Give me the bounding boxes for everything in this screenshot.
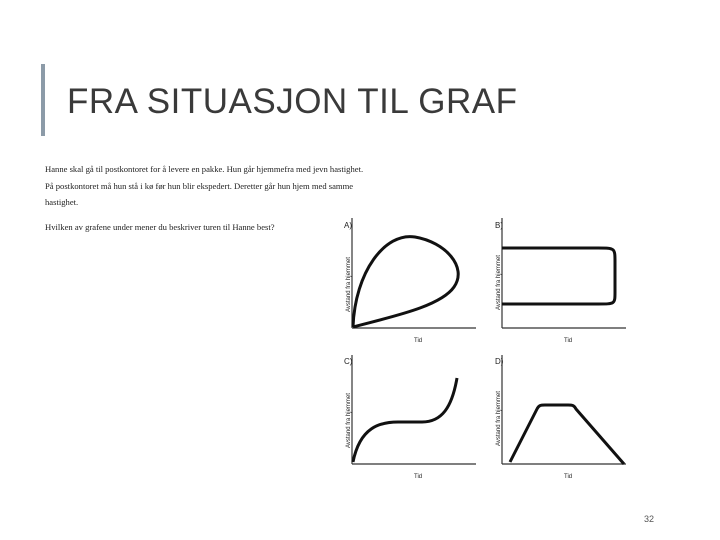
graph-a-y-label: Avstand fra hjemmet bbox=[346, 257, 352, 312]
graph-d bbox=[495, 355, 626, 480]
graph-d-x-label: Tid bbox=[564, 474, 573, 480]
graph-d-y-label: Avstand fra hjemmet bbox=[496, 391, 502, 446]
graph-c-y-label: Avstand fra hjemmet bbox=[346, 393, 352, 448]
graph-c bbox=[344, 355, 476, 480]
graph-c-x-label: Tid bbox=[414, 474, 423, 480]
graph-b bbox=[495, 218, 626, 344]
graph-a-letter: A) bbox=[344, 221, 352, 230]
graph-a-curve bbox=[353, 237, 458, 327]
graph-a bbox=[344, 218, 476, 344]
graph-b-letter: B) bbox=[495, 221, 503, 230]
graph-b-x-label: Tid bbox=[564, 338, 573, 344]
page-number: 32 bbox=[644, 514, 655, 524]
graph-b-y-label: Avstand fra hjemmet bbox=[496, 255, 502, 310]
graph-b-curve bbox=[502, 248, 615, 304]
title-accent-bar bbox=[41, 64, 45, 136]
problem-text-line-1: Hanne skal gå til postkontoret for å levere en pakke. Hun går hjemmefra med jevn hastighet. bbox=[45, 164, 364, 174]
graph-c-curve bbox=[353, 378, 457, 462]
graphs-figure bbox=[330, 212, 630, 484]
slide-title: FRA SITUASJON TIL GRAF bbox=[67, 82, 518, 121]
graph-a-x-label: Tid bbox=[414, 338, 423, 344]
problem-text-line-3: hastighet. bbox=[45, 197, 79, 207]
question-text: Hvilken av grafene under mener du beskriver turen til Hanne best? bbox=[45, 222, 275, 232]
graph-c-letter: C) bbox=[344, 357, 353, 366]
problem-text-line-2: På postkontoret må hun stå i kø før hun blir ekspedert. Deretter går hun hjem med samme bbox=[45, 181, 354, 191]
graph-d-letter: D) bbox=[495, 357, 504, 366]
graph-d-curve bbox=[510, 405, 624, 464]
